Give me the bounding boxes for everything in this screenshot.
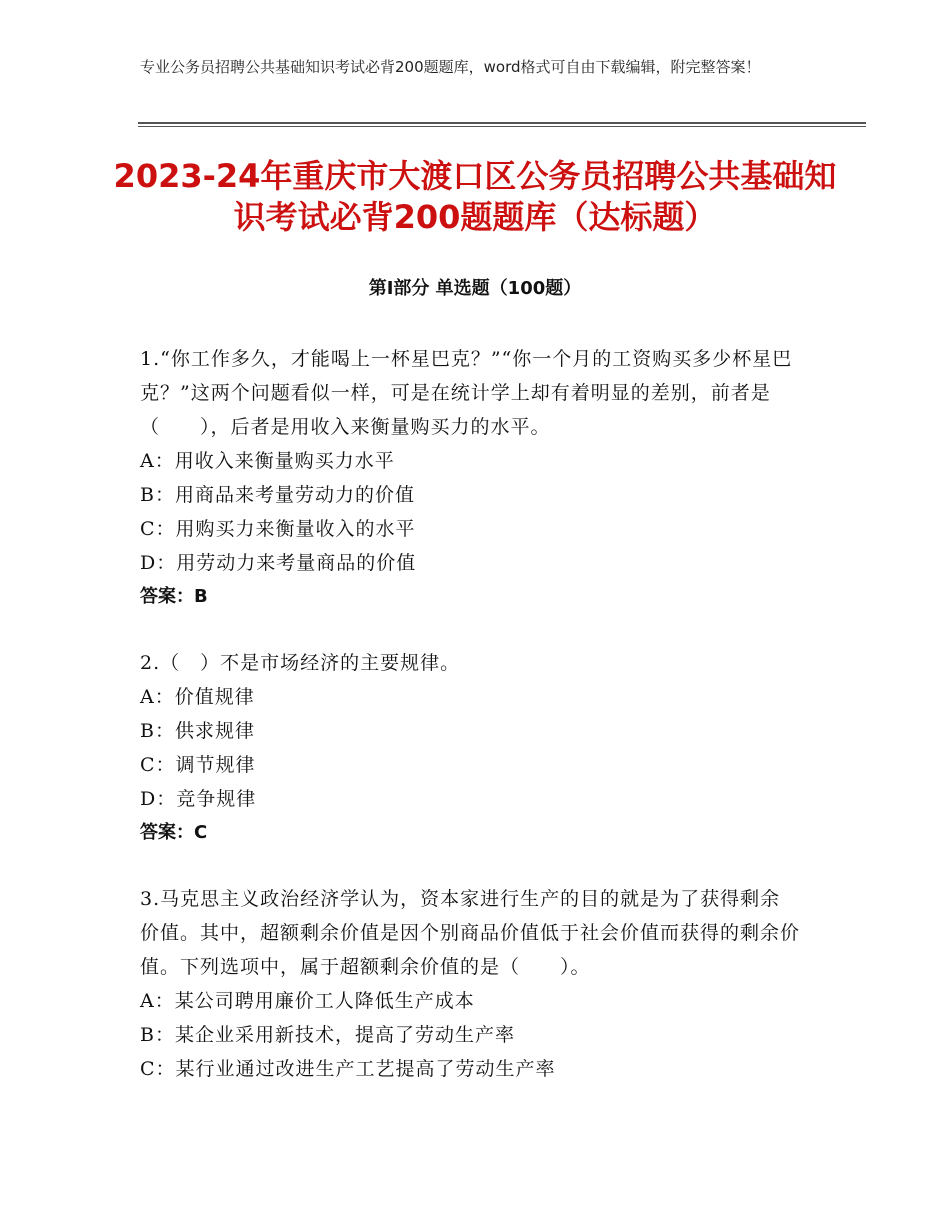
question-stem: 3.马克思主义政治经济学认为，资本家进行生产的目的就是为了获得剩余价值。其中，超额剩余价值是因个别商品价值低于社会价值而获得的剩余价值。下列选项中，属于超额剩余价值的是（ ）。 <box>140 888 801 978</box>
answer: 答案：B <box>140 586 208 607</box>
question-stem: 2.（ ）不是市场经济的主要规律。 <box>140 652 461 674</box>
question-2 <box>140 646 800 850</box>
question-1 <box>140 342 800 614</box>
option-a: A：某公司聘用廉价工人降低生产成本 <box>140 990 475 1012</box>
question-list <box>140 342 800 1118</box>
document-title: 2023-24年重庆市大渡口区公务员招聘公共基础知识考试必背200题题库（达标题） <box>113 157 837 236</box>
answer: 答案：C <box>140 822 208 843</box>
header-rule-thick <box>138 122 866 124</box>
header-note: 专业公务员招聘公共基础知识考试必背200题题库，word格式可自由下载编辑，附完整答案！ <box>140 58 761 76</box>
option-d: D：用劳动力来考量商品的价值 <box>140 552 417 574</box>
option-b: B：用商品来考量劳动力的价值 <box>140 484 415 506</box>
option-d: D：竞争规律 <box>140 788 257 810</box>
option-a: A：用收入来衡量购买力水平 <box>140 450 395 472</box>
question-3 <box>140 882 800 1086</box>
question-stem: 1.“你工作多久，才能喝上一杯星巴克？”“你一个月的工资购买多少杯星巴克？”这两个问题看似一样，可是在统计学上却有着明显的差别，前者是（ ），后者是用收入来衡量购买力的水平。 <box>140 348 793 438</box>
option-a: A：价值规律 <box>140 686 255 708</box>
header-rule-thin <box>138 126 866 127</box>
option-c: C：某行业通过改进生产工艺提高了劳动生产率 <box>140 1058 556 1080</box>
option-b: B：某企业采用新技术，提高了劳动生产率 <box>140 1024 515 1046</box>
option-b: B：供求规律 <box>140 720 255 742</box>
option-c: C：调节规律 <box>140 754 256 776</box>
option-c: C：用购买力来衡量收入的水平 <box>140 518 416 540</box>
section-title: 第Ⅰ部分 单选题（100题） <box>368 278 582 299</box>
